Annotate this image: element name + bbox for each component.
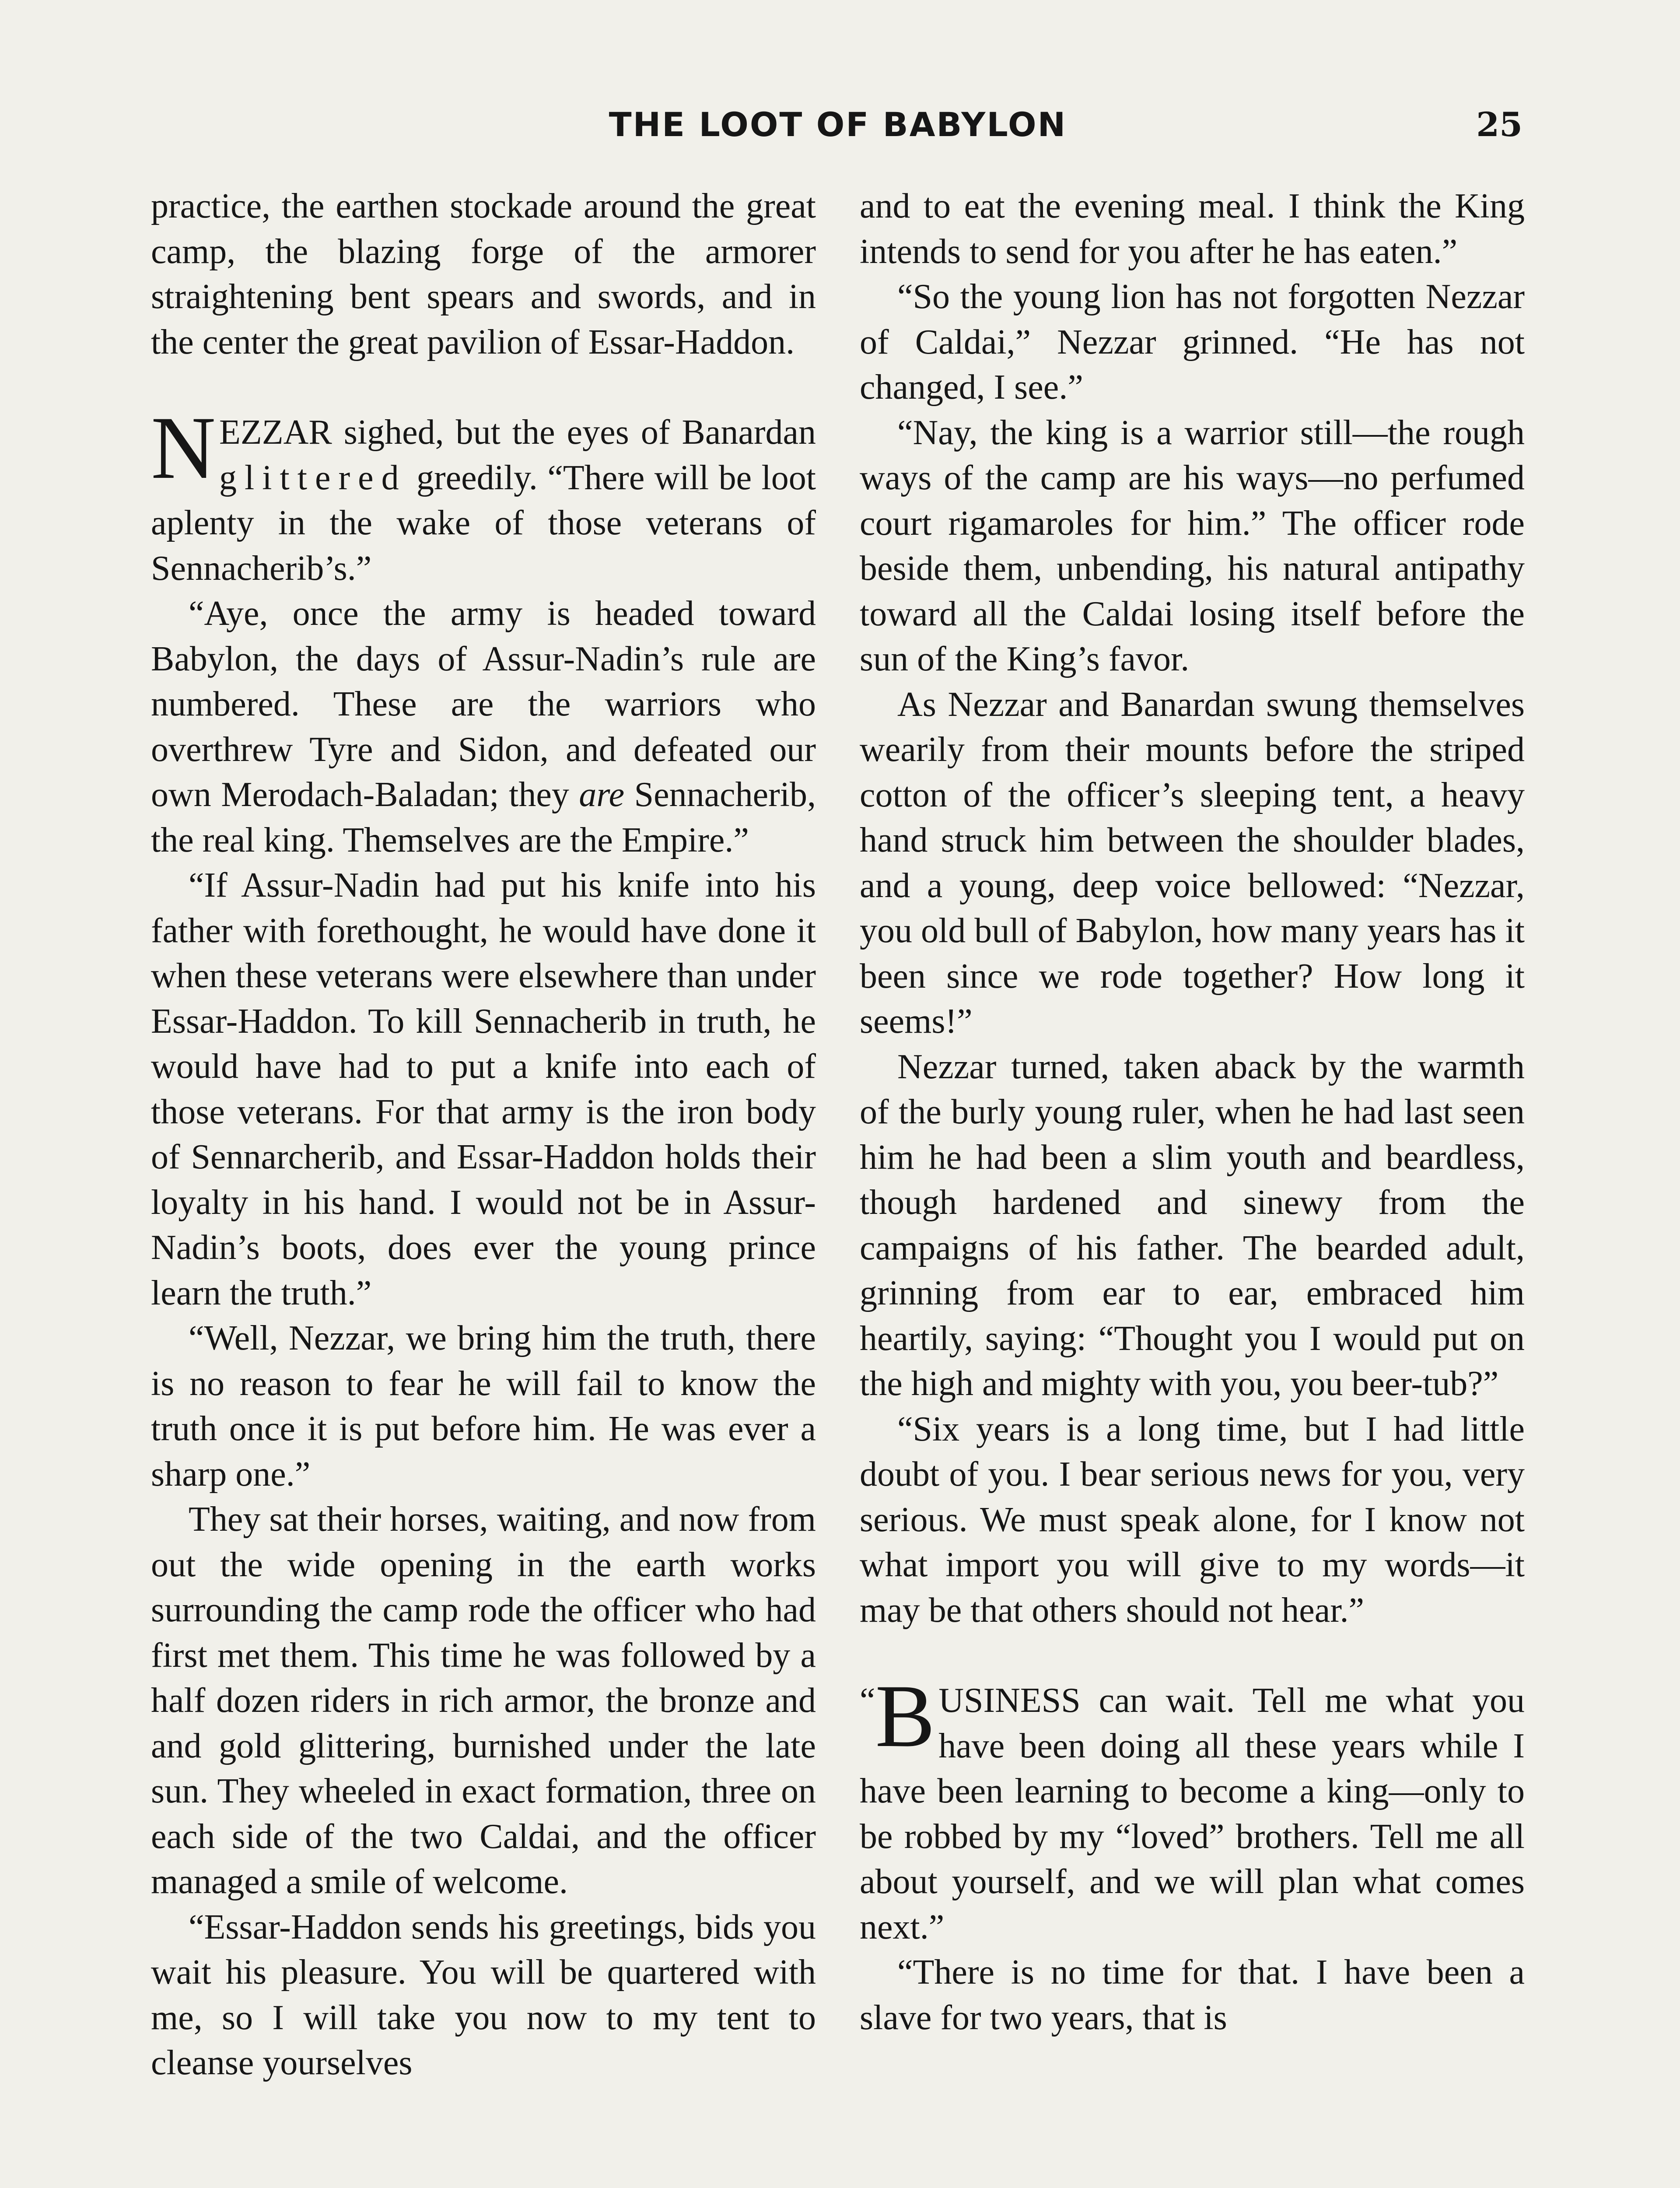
small-caps-run: EZZAR: [219, 413, 332, 452]
paragraph: “So the young lion has not forgotten Nezzar of Caldai,” Nezzar grinned. “He has not changed, I see.”: [860, 277, 1525, 407]
paragraph: “There is no time for that. I have been a slave for two years, that is: [860, 1953, 1525, 2037]
page-number: 25: [1476, 105, 1522, 144]
text-run: greedily. “There will be loot aplenty in the wake of those veterans of Sennacherib’s.”: [151, 458, 816, 588]
letter-spaced-word: glittered: [219, 458, 407, 497]
page-header: [153, 96, 1522, 153]
text-run: Sennacherib, the real king. Themselves are the Empire.”: [151, 775, 816, 859]
paragraph: “If Assur-Nadin had put his knife into his father with forethought, he would have done it when these veterans were elsewhere than under Essar-Haddon. To kill Sennacherib in truth, he would have had to put a knife into each of those veterans. For that army is the iron body of Sennarcherib, and Essar-Haddon holds their loyalty in his hand. I would not be in Assur-Nadin’s boots, does ever the young prince learn the truth.”: [151, 866, 816, 1312]
left-column: [151, 184, 816, 2188]
paragraph: Nezzar turned, taken aback by the warmth of the burly young ruler, when he had last seen him he had been a slim youth and beardless, though hardened and sinewy from the campaigns of his father. The bearded adult, grinning from ear to ear, embraced him heartily, saying: “Thought you I would put on the high and mighty with you, you beer-tub?”: [860, 1047, 1525, 1403]
paragraph: practice, the earthen stockade around the great camp, the blazing forge of the armorer straightening bent spears and swords, and in the center the great pavilion of Essar-Haddon.: [151, 187, 816, 361]
small-caps-run: USINESS: [938, 1681, 1081, 1720]
text-run: can wait. Tell me what you have been doing all these years while I have been learning to become a king—only to be robbed by my “loved” brothers. Tell me all about yourself, and we will plan what comes next.”: [860, 1681, 1525, 1946]
paragraph: As Nezzar and Banardan swung themselves wearily from their mounts before the striped cotton of the officer’s sleeping tent, a heavy hand struck him between the shoulder blades, and a young, deep voice bellowed: “Nezzar, you old bull of Babylon, how many years has it been since we rode together? How long it seems!”: [860, 685, 1525, 1041]
paragraph: “Essar-Haddon sends his greetings, bids you wait his pleasure. You will be quartered with me, so I will take you now to my tent to cleanse yourselves: [151, 1907, 816, 2082]
paragraph: “Six years is a long time, but I had little doubt of you. I bear serious news for you, very serious. We must speak alone, for I know not what import you will give to my words—it may be that others should not hear.”: [860, 1410, 1525, 1630]
paragraph-dropcap-b: [860, 1666, 1525, 1950]
paragraph: “Nay, the king is a warrior still—the rough ways of the camp are his ways—no perfumed court rigamaroles for him.” The officer rode beside them, unbending, his natural antipathy toward all the Caldai losing itself before the sun of the King’s favor.: [860, 413, 1525, 678]
paragraph: [151, 591, 816, 863]
right-column: [860, 184, 1525, 2188]
text-run: “Aye, once the army is headed toward Babylon, the days of Assur-Nadin’s rule are numbered. These are the warriors who overthrew Tyre and Sidon, and defeated our own Merodach-Baladan; they: [151, 594, 816, 814]
italic-word: are: [579, 775, 625, 814]
paragraph-dropcap-n: [151, 398, 816, 591]
paragraph: They sat their horses, waiting, and now from out the wide opening in the earth works surrounding the camp rode the officer who had first met them. This time he was followed by a half dozen riders in rich armor, the bronze and and gold glittering, burnished under the late sun. They wheeled in exact formation, three on each side of the two Caldai, and the officer managed a smile of welcome.: [151, 1500, 816, 1901]
text-run: sighed, but the eyes of Banardan: [332, 413, 816, 452]
paragraph: “Well, Nezzar, we bring him the truth, there is no reason to fear he will fail to know the truth once it is put before him. He was ever a sharp one.”: [151, 1319, 816, 1494]
dropcap-letter: B: [875, 1666, 935, 1766]
dropcap-letter: N: [151, 398, 216, 498]
running-title: THE LOOT OF BABYLON: [609, 105, 1067, 144]
opening-quote: “: [860, 1681, 875, 1720]
paragraph: and to eat the evening meal. I think the King intends to send for you after he has eaten.”: [860, 187, 1525, 271]
